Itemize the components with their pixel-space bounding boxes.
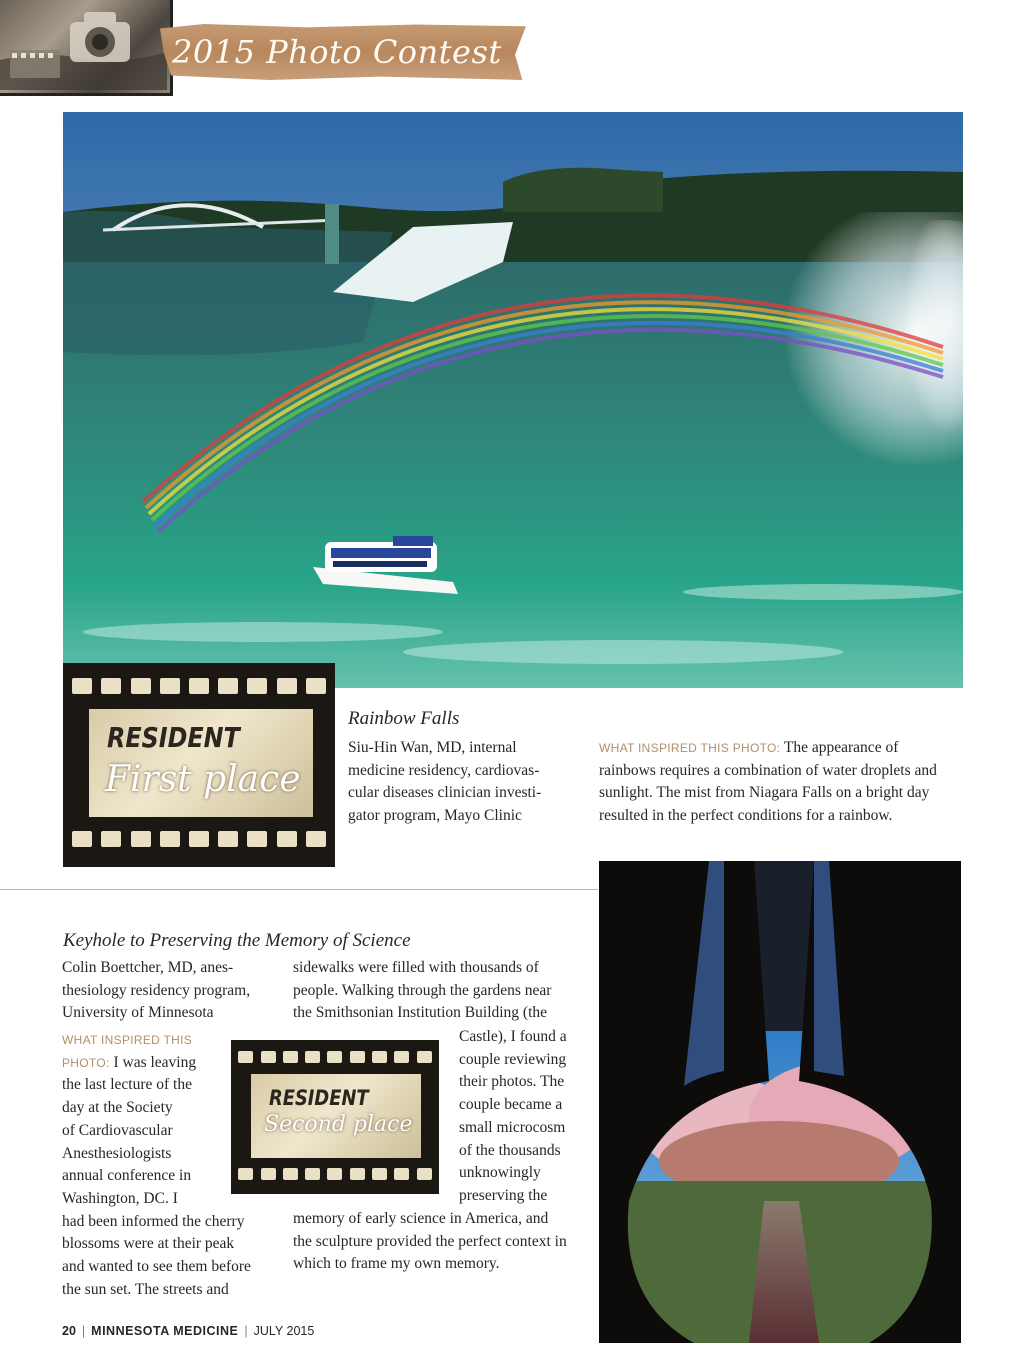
first-byline: Siu-Hin Wan, MD, internal medicine residency, cardiovas- cular diseases clinician investi- gator program, Mayo Clinic (348, 739, 542, 825)
inspired-label: WHAT INSPIRED THIS (62, 1033, 193, 1047)
second-byline: Colin Boettcher, MD, anes- thesiology residency program, University of Minnesota (62, 959, 251, 1022)
second-inspiration-col2-top: sidewalks were filled with thousands of people. Walking through the gardens near the Smithsonian Institution Building (the (293, 959, 552, 1022)
section-divider (0, 889, 598, 890)
badge-place: Second place (264, 1112, 413, 1137)
badge-place: First place (105, 759, 301, 800)
second-inspiration-col2-bottom: memory of early science in America, and the sculpture provided the perfect context in which to frame my own memory. (293, 1210, 567, 1273)
page-number: 20 (62, 1324, 76, 1338)
inspired-label: WHAT INSPIRED THIS PHOTO: (599, 741, 781, 755)
magazine-name: MINNESOTA MEDICINE (91, 1324, 239, 1338)
header-camera-thumbnail (0, 0, 173, 96)
second-inspiration-col1: WHAT INSPIRED THIS PHOTO: I was leaving the last lecture of the day at the Society of Cardiovascular Anesthesiologists annual conference in Washington, DC. I had been informed the cherry blossoms were at their peak and wanted to see them before the sun set. The streets and (62, 1033, 251, 1298)
second-photo-title: Keyhole to Preserving the Memory of Science (63, 930, 411, 951)
page-title: 2015 Photo Contest (172, 33, 502, 71)
first-photo-title: Rainbow Falls (348, 708, 460, 729)
first-place-badge (63, 663, 335, 867)
second-place-badge (231, 1040, 439, 1194)
second-inspiration-col2-narrow: Castle), I found a couple reviewing their photos. The couple became a small microcosm of the thousands unknowingly preserving the (459, 1028, 567, 1204)
badge-label: RESIDENT (269, 1086, 369, 1110)
page-footer: 20 | MINNESOTA MEDICINE | JULY 2015 (62, 1324, 315, 1338)
issue-date: JULY 2015 (253, 1324, 315, 1338)
first-inspiration: WHAT INSPIRED THIS PHOTO: The appearance of rainbows requires a combination of water droplets and sunlight. The mist from Niagara Falls on a bright day resulted in the perfect conditions for a rainbow. (599, 739, 937, 825)
rainbow-falls-photo (63, 112, 963, 688)
badge-label: RESIDENT (107, 721, 240, 754)
keyhole-photo (599, 861, 961, 1343)
